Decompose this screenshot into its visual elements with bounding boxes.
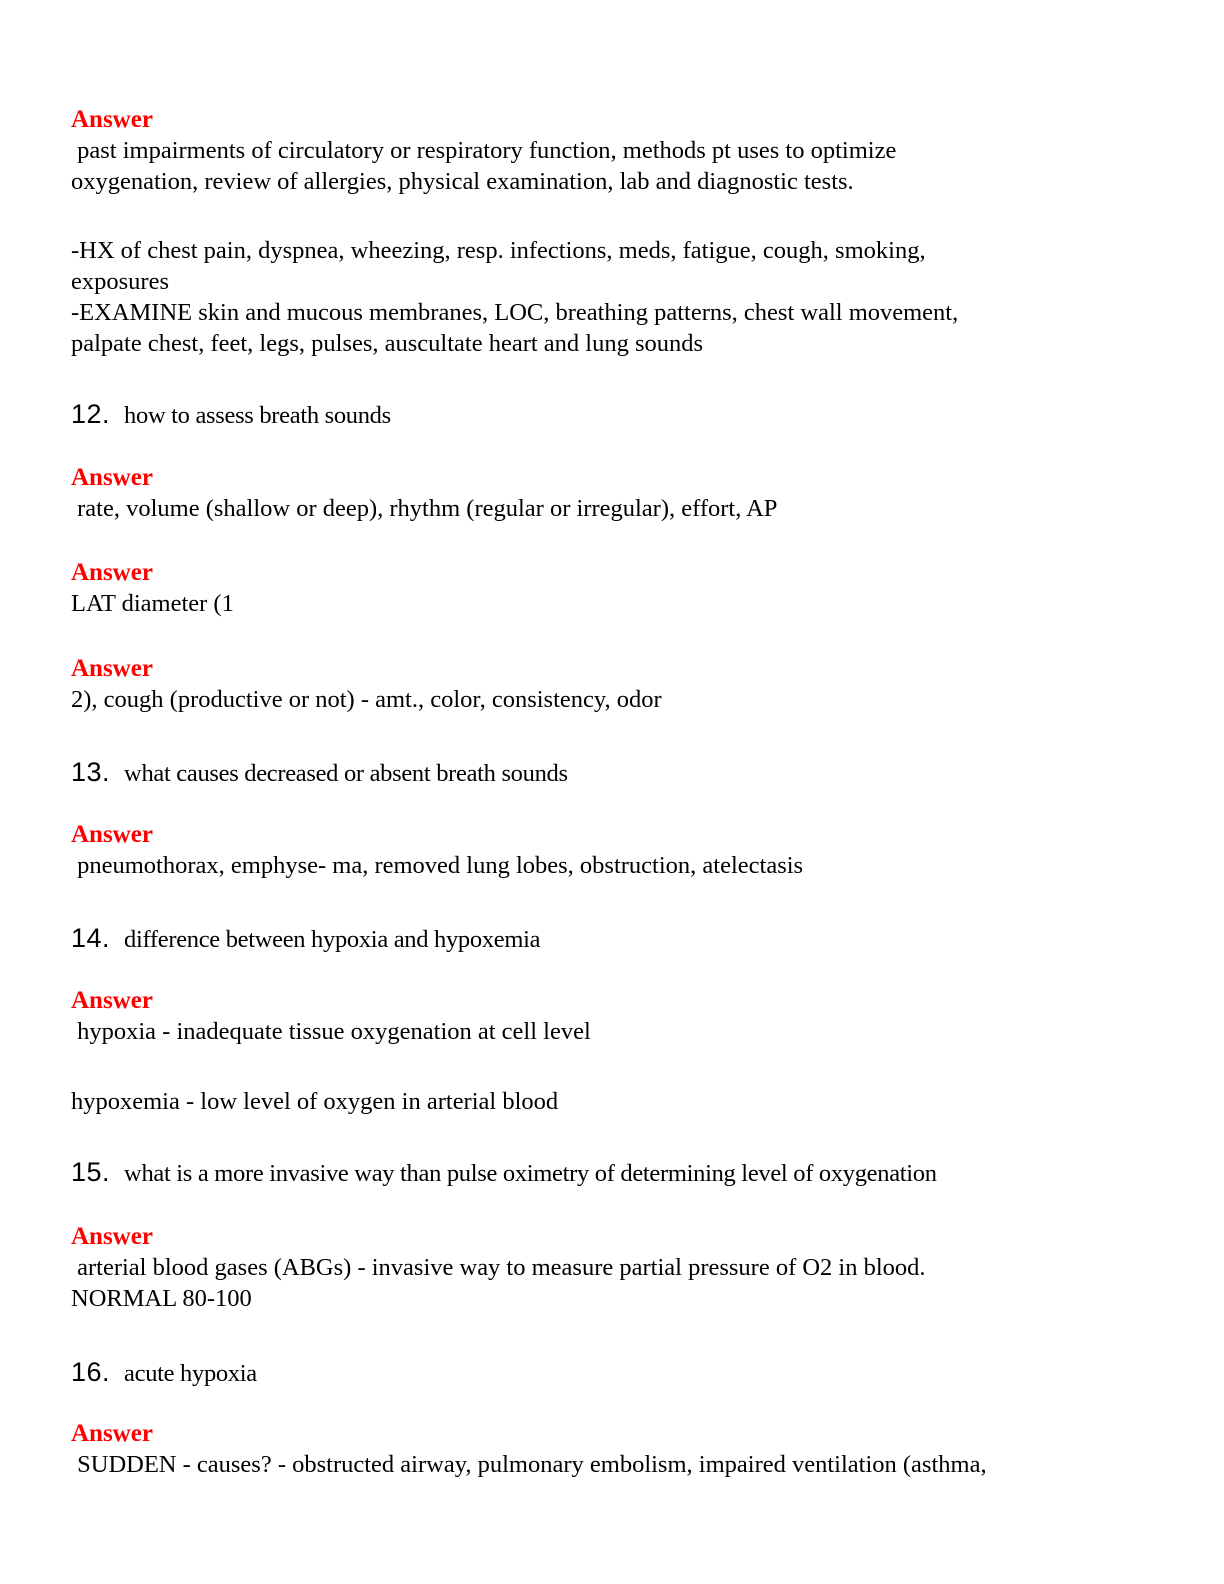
answer-text: oxygenation, review of allergies, physical examination, lab and diagnostic tests.: [71, 168, 854, 195]
answer-block-13: [71, 819, 803, 881]
answer-text: rate, volume (shallow or deep), rhythm (regular or irregular), effort, AP: [71, 495, 778, 522]
answer-block-14: [71, 985, 591, 1047]
answer-block-12b: [71, 557, 234, 619]
answer-label: Answer: [71, 559, 153, 586]
question-text: difference between hypoxia and hypoxemia: [124, 926, 541, 953]
question-number: 16.: [71, 1357, 111, 1387]
answer-detail-block: [71, 235, 1161, 359]
question-number: 14.: [71, 923, 111, 953]
answer-block-12a: [71, 462, 777, 524]
question-14: [71, 923, 540, 955]
question-12: [71, 399, 391, 431]
answer-text: past impairments of circulatory or respiratory function, methods pt uses to optimize: [71, 137, 897, 164]
answer-label: Answer: [71, 655, 153, 682]
answer-label: Answer: [71, 464, 153, 491]
question-number: 13.: [71, 757, 111, 787]
answer-block-15: [71, 1221, 926, 1314]
question-text: what causes decreased or absent breath sounds: [124, 760, 568, 787]
answer-text: arterial blood gases (ABGs) - invasive way to measure partial pressure of O2 in blood.: [71, 1254, 926, 1281]
examine-text-cont: palpate chest, feet, legs, pulses, auscultate heart and lung sounds: [71, 330, 704, 357]
question-16: [71, 1357, 257, 1389]
question-number: 12.: [71, 399, 111, 429]
question-13: [71, 757, 568, 789]
history-text-cont: exposures: [71, 268, 169, 295]
answer-label: Answer: [71, 821, 153, 848]
question-text: acute hypoxia: [124, 1360, 257, 1387]
answer-block-12c: [71, 653, 662, 715]
answer-text: NORMAL 80-100: [71, 1285, 252, 1312]
answer-label: Answer: [71, 987, 153, 1014]
answer-text: hypoxia - inadequate tissue oxygenation at cell level: [71, 1018, 591, 1045]
question-text: how to assess breath sounds: [124, 402, 391, 429]
question-number: 15.: [71, 1157, 111, 1187]
answer-block-14-cont: [71, 1086, 558, 1117]
question-text: what is a more invasive way than pulse oximetry of determining level of oxygenation: [124, 1160, 937, 1187]
examine-text: -EXAMINE skin and mucous membranes, LOC, breathing patterns, chest wall movement,: [71, 299, 959, 326]
answer-text: pneumothorax, emphyse- ma, removed lung lobes, obstruction, atelectasis: [71, 852, 804, 879]
answer-text: SUDDEN - causes? - obstructed airway, pulmonary embolism, impaired ventilation (asthma,: [71, 1451, 987, 1478]
answer-text: LAT diameter (1: [71, 590, 234, 617]
answer-label: Answer: [71, 106, 153, 133]
answer-text: 2), cough (productive or not) - amt., color, consistency, odor: [71, 686, 662, 713]
answer-text: hypoxemia - low level of oxygen in arterial blood: [71, 1088, 559, 1115]
answer-label: Answer: [71, 1223, 153, 1250]
answer-block-16: [71, 1418, 987, 1480]
history-text: -HX of chest pain, dyspnea, wheezing, resp. infections, meds, fatigue, cough, smoking,: [71, 237, 926, 264]
question-15: [71, 1157, 937, 1189]
answer-block-intro: [71, 104, 896, 197]
answer-label: Answer: [71, 1420, 153, 1447]
